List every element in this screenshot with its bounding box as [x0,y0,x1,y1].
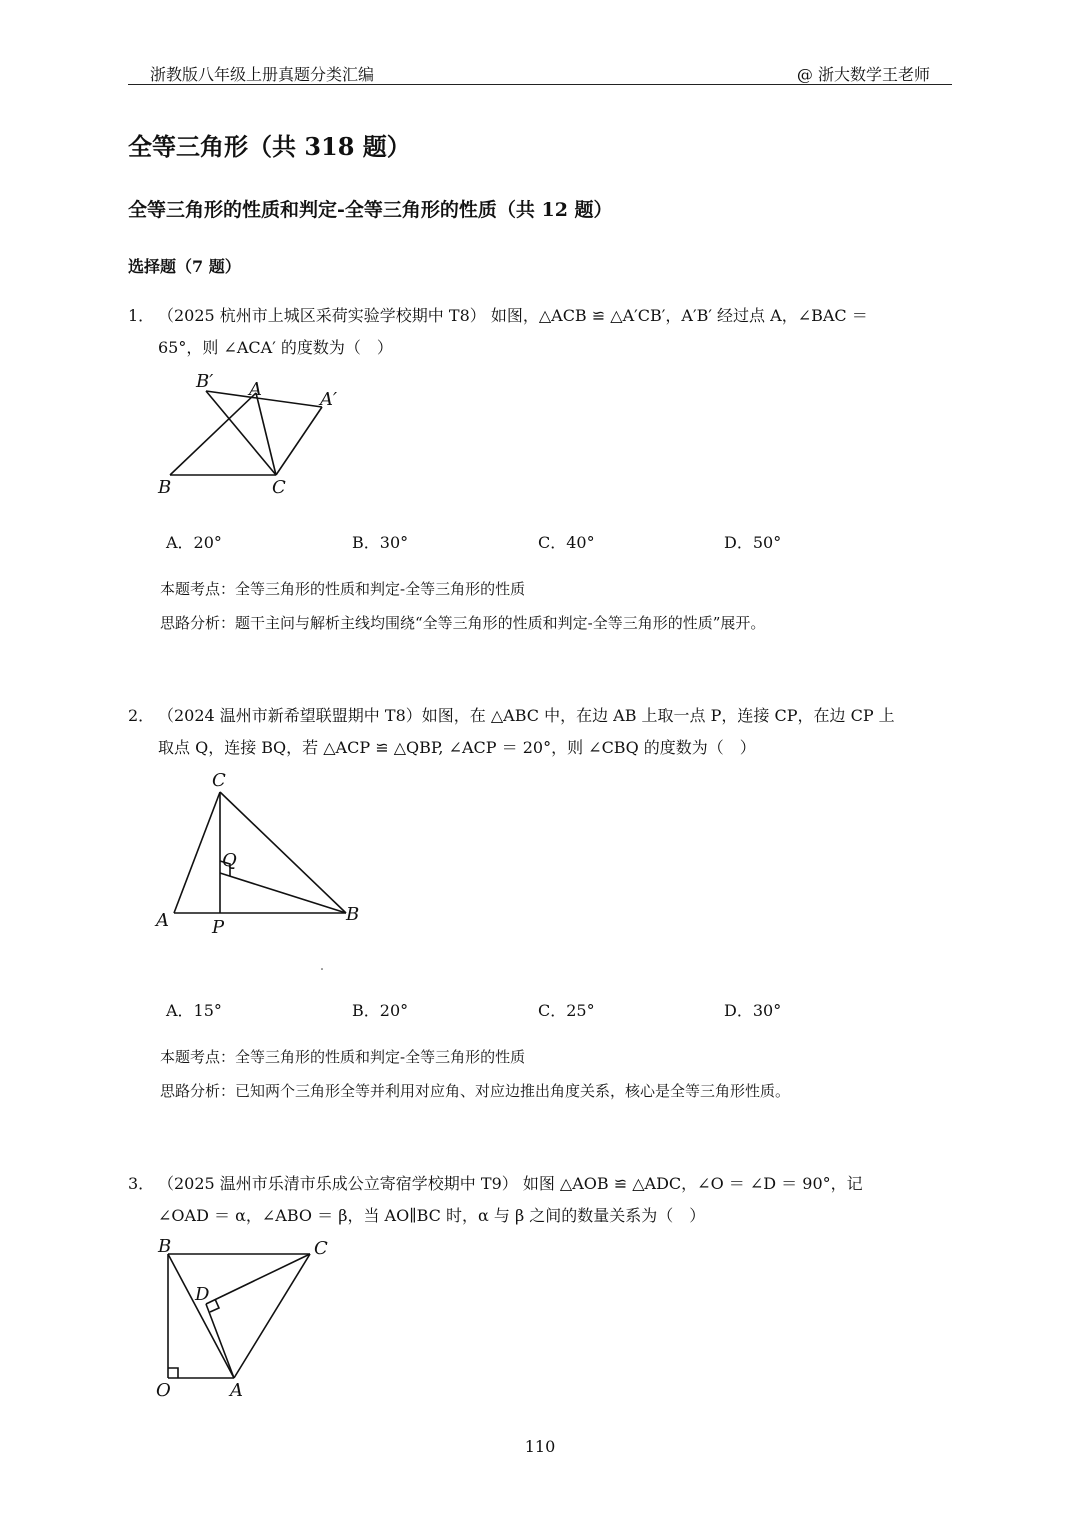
q2-label-b: B [346,904,360,925]
q1-label-a-prime: A′ [320,389,338,410]
q3-label-a: A [230,1380,243,1401]
question-3-stem: （2025 温州市乐清市乐成公立寄宿学校期中 T9） 如图 △AOB ≌ △ADC，∠O ＝ ∠D ＝ 90°，记 [158,1174,863,1193]
question-2-line-2: 取点 Q，连接 BQ，若 △ACP ≌ △QBP, ∠ACP ＝ 20°，则 ∠CBQ 的度数为（ ） [158,738,756,757]
q3-label-o: O [156,1380,171,1401]
question-1-figure [150,365,370,505]
question-3-number: 3． [128,1174,155,1193]
subsection-title: 选择题（7 题） [128,257,241,276]
question-1-line-1 [128,300,868,332]
q1-analysis: 思路分析：题干主问与解析主线均围绕“全等三角形的性质和判定-全等三角形的性质”展开。 [160,614,766,632]
q2-analysis: 思路分析：已知两个三角形全等并利用对应角、对应边推出角度关系，核心是全等三角形性质。 [160,1082,791,1100]
q1-choice-d[interactable]: D．50° [724,533,782,552]
question-3-figure [150,1232,350,1402]
question-3-line-1 [128,1168,863,1200]
q2-choice-a[interactable]: A．15° [166,1001,222,1020]
q3-label-d: D [195,1284,210,1305]
question-1-line-2: 65°，则 ∠ACA′ 的度数为（ ） [158,338,393,357]
q2-choice-b[interactable]: B．20° [352,1001,409,1020]
question-1-stem: （2025 杭州市上城区采荷实验学校期中 T8） 如图，△ACB ≌ △A′CB′，A′B′ 经过点 A，∠BAC ＝ [158,306,868,325]
question-2-stem: （2024 温州市新希望联盟期中 T8）如图，在 △ABC 中，在边 AB 上取一点 P，连接 CP，在边 CP 上 [158,706,895,725]
question-2-figure [150,765,380,980]
q2-stray-dot [321,968,323,970]
q3-label-c: C [314,1238,328,1259]
q1-choice-a[interactable]: A．20° [166,533,222,552]
question-3-line-2: ∠OAD ＝ α，∠ABO ＝ β，当 AO∥BC 时，α 与 β 之间的数量关系为（ ） [158,1206,706,1225]
q2-knowledge-point: 本题考点：全等三角形的性质和判定-全等三角形的性质 [160,1048,526,1066]
question-2-number: 2． [128,706,155,725]
q1-choice-c[interactable]: C．40° [538,533,595,552]
q3-label-b: B [158,1236,172,1257]
q1-label-b: B [158,477,172,498]
q1-label-c: C [272,477,286,498]
q2-label-a: A [156,910,169,931]
header-divider [128,84,952,85]
question-1-number: 1． [128,306,155,325]
q1-choice-b[interactable]: B．30° [352,533,409,552]
q1-label-a: A [249,379,262,400]
q2-label-q: Q [222,850,237,871]
q1-knowledge-point: 本题考点：全等三角形的性质和判定-全等三角形的性质 [160,580,526,598]
q2-label-c: C [212,770,226,791]
q1-label-b-prime: B′ [196,371,214,392]
question-2-line-1 [128,700,895,732]
header-doc-title: 浙教版八年级上册真题分类汇编 [150,65,375,84]
q2-label-p: P [212,917,225,938]
header-author: @ 浙大数学王老师 [796,65,930,84]
page-title: 全等三角形（共 318 题） [128,132,411,161]
page-number: 110 [524,1437,556,1456]
q2-choice-d[interactable]: D．30° [724,1001,782,1020]
q2-choice-c[interactable]: C．25° [538,1001,595,1020]
section-title: 全等三角形的性质和判定-全等三角形的性质（共 12 题） [128,199,613,221]
